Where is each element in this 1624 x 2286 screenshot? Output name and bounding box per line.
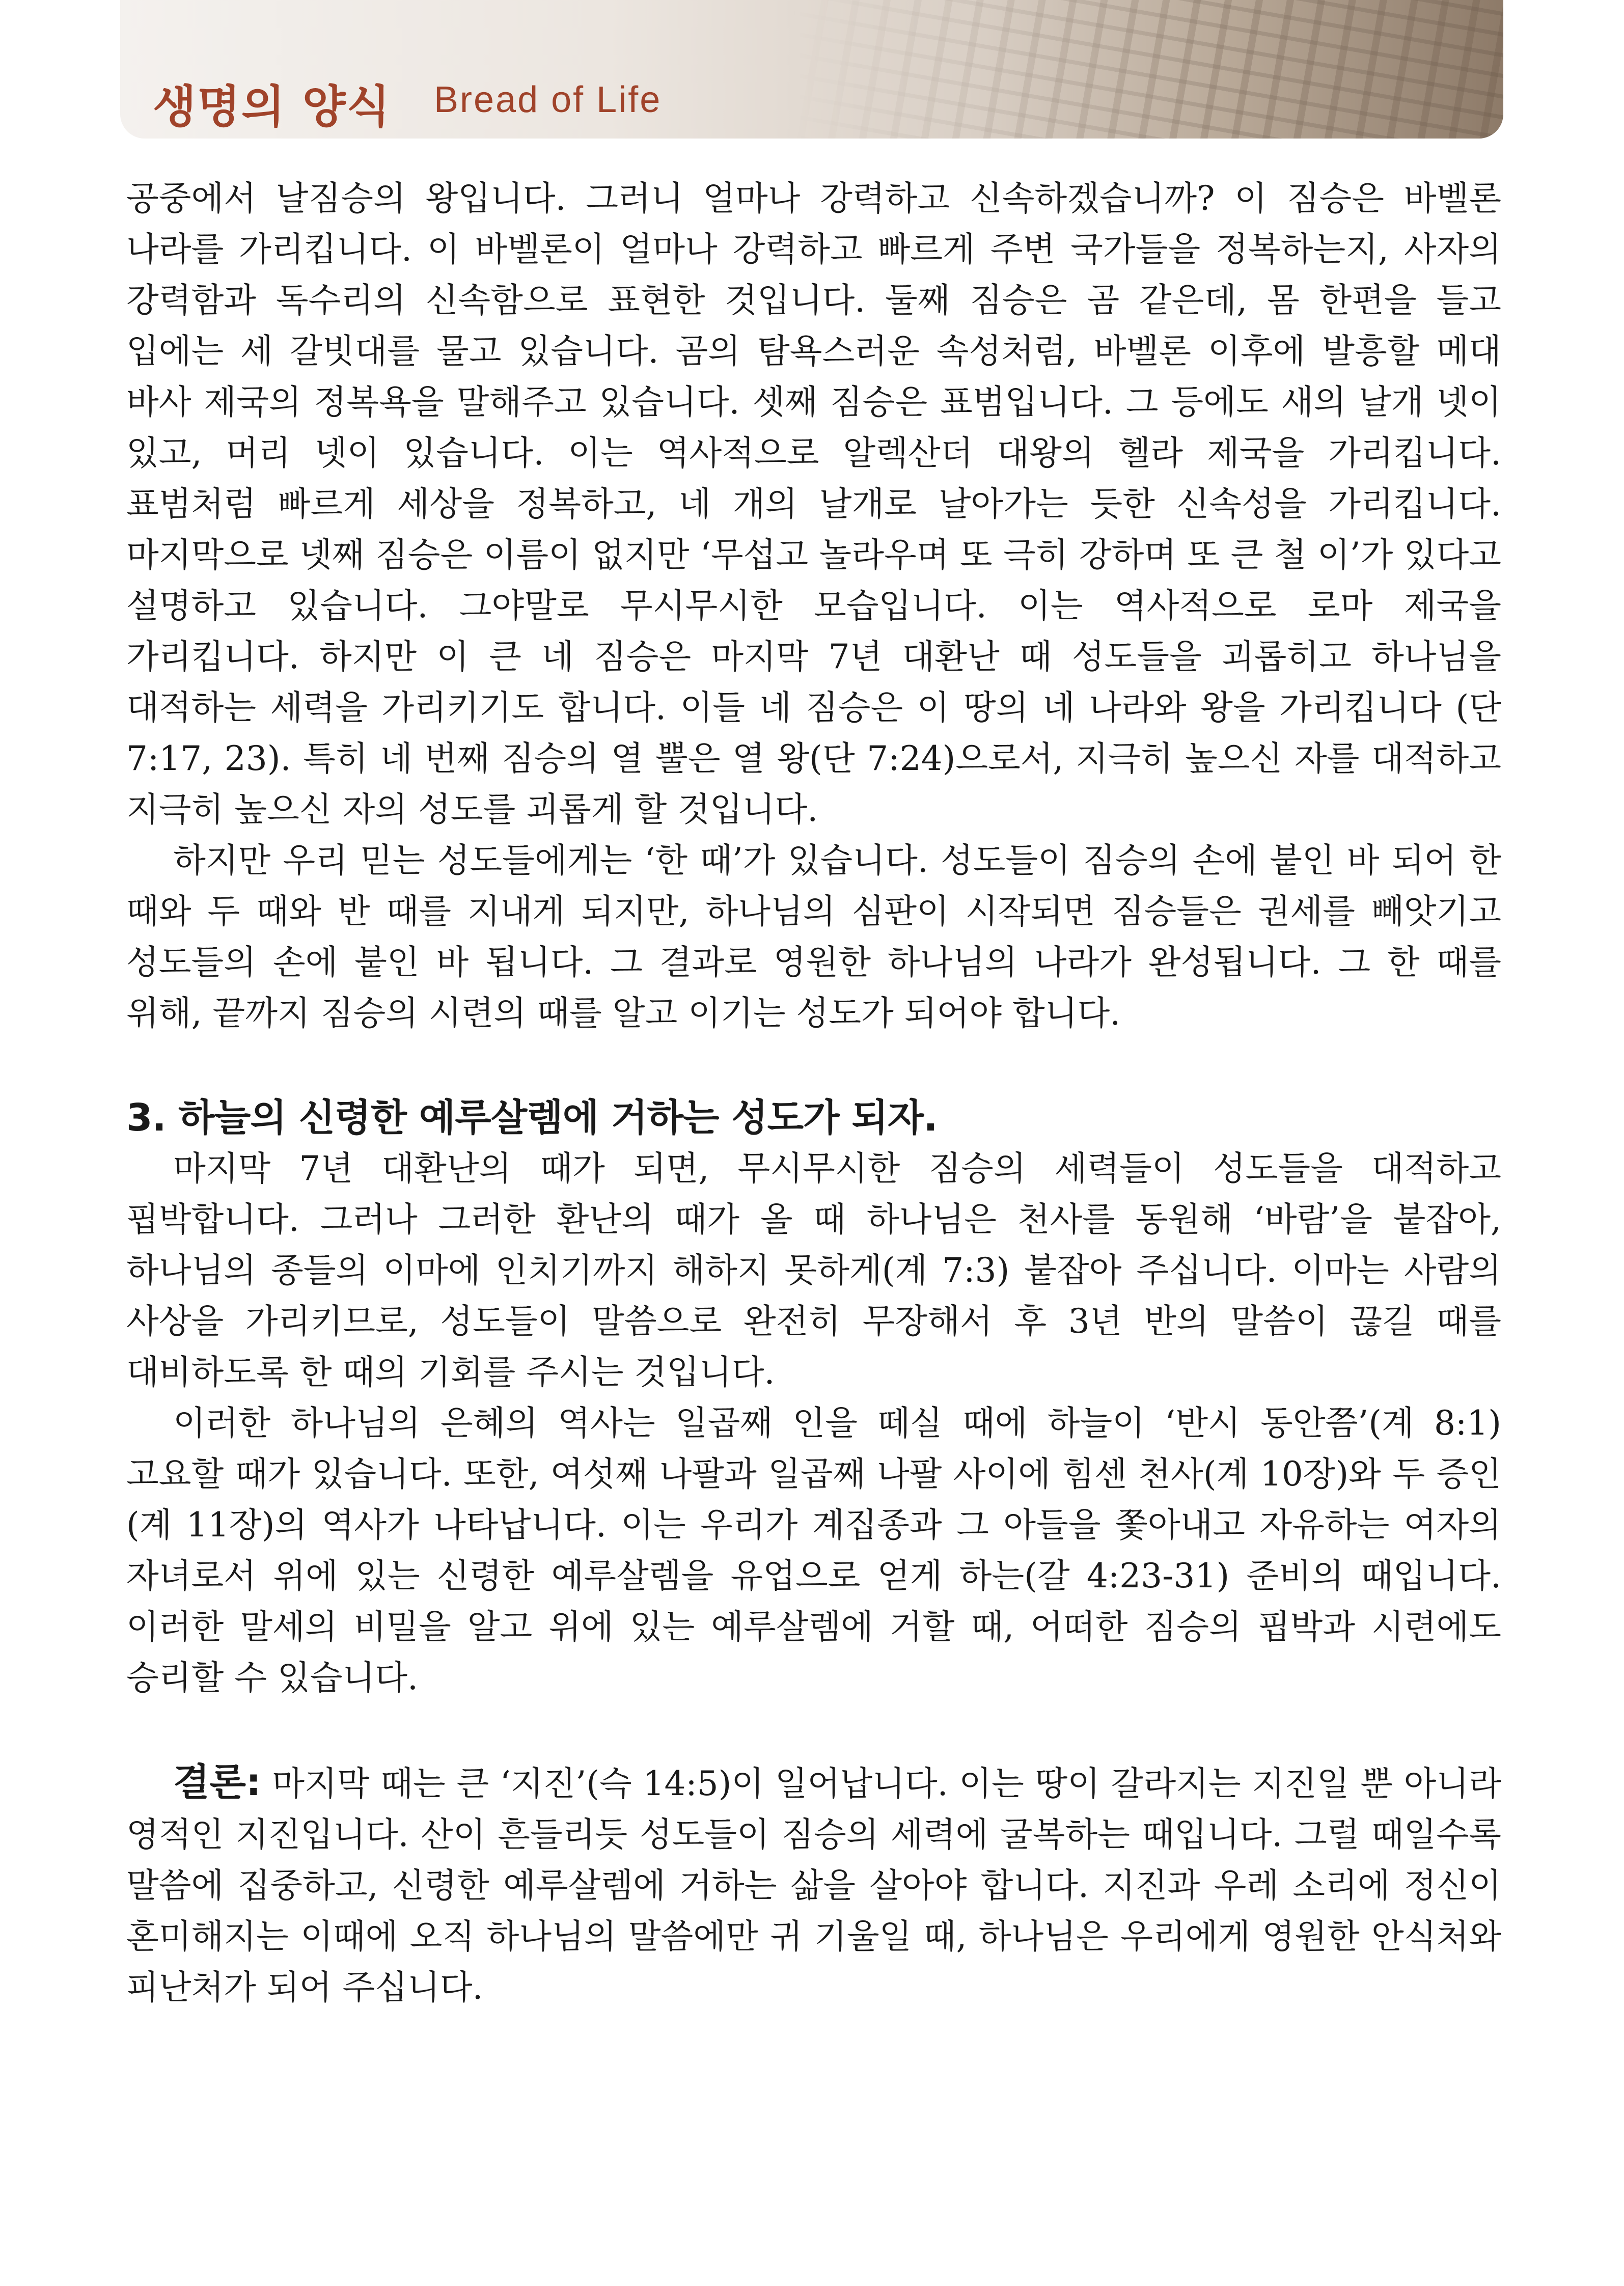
paragraph-conclusion [126, 1757, 1501, 2013]
conclusion-spacer [126, 1703, 1501, 1757]
paragraph-tribulation: 마지막 7년 대환난의 때가 되면, 무시무시한 짐승의 세력들이 성도들을 대적하고 핍박합니다. 그러나 그러한 환난의 때가 올 때 하나님은 천사를 동원해 ‘바람’을 붙잡아, 하나님의 종들의 이마에 인치기까지 해하지 못하게(계 7:3) 붙잡아 주십니다. 이마는 사람의 사상을 가리키므로, 성도들이 말씀으로 완전히 무장해서 후 3년 반의 말씀이 끊길 때를 대비하도록 한 때의 기회를 주시는 것입니다. [126, 1149, 1501, 1392]
conclusion-text: 마지막 때는 큰 ‘지진’(슥 14:5)이 일어납니다. 이는 땅이 갈라지는 지진일 뿐 아니라 영적인 지진입니다. 산이 흔들리듯 성도들이 짐승의 세력에 굴복하는 때입니다. 그럴 때일수록 말씀에 집중하고, 신령한 예루살렘에 거하는 삶을 살아야 합니다. 지진과 우레 소리에 정신이 혼미해지는 이때에 오직 하나님의 말씀에만 귀 기울일 때, 하나님은 우리에게 영원한 안식처와 피난처가 되어 주십니다. [126, 1764, 1501, 2007]
section-3-heading: 3. 하늘의 신령한 예루살렘에 거하는 성도가 되자. [126, 1096, 938, 1140]
paragraph-beasts: 공중에서 날짐승의 왕입니다. 그러니 얼마나 강력하고 신속하겠습니까? 이 짐승은 바벨론 나라를 가리킵니다. 이 바벨론이 얼마나 강력하고 빠르게 주변 국가들을 정복하는지, 사자의 강력함과 독수리의 신속함으로 표현한 것입니다. 둘째 짐승은 곰 같은데, 몸 한편을 들고 입에는 세 갈빗대를 물고 있습니다. 곰의 탐욕스러운 속성처럼, 바벨론 이후에 발흥할 메대 바사 제국의 정복욕을 말해주고 있습니다. 셋째 짐승은 표범입니다. 그 등에도 새의 날개 넷이 있고, 머리 넷이 있습니다. 이는 역사적으로 알렉산더 대왕의 헬라 제국을 가리킵니다. 표범처럼 빠르게 세상을 정복하고, 네 개의 날개로 날아가는 듯한 신속성을 가리킵니다. 마지막으로 넷째 짐승은 이름이 없지만 ‘무섭고 놀라우며 또 극히 강하며 또 큰 철 이’가 있다고 설명하고 있습니다. 그야말로 무시무시한 모습입니다. 이는 역사적으로 로마 제국을 가리킵니다. 하지만 이 큰 네 짐승은 마지막 7년 대환난 때 성도들을 괴롭히고 하나님을 대적하는 세력을 가리키기도 합니다. 이들 네 짐승은 이 땅의 네 나라와 왕을 가리킵니다 (단 7:17, 23). 특히 네 번째 짐승의 열 뿔은 열 왕(단 7:24)으로서, 지극히 높으신 자를 대적하고 지극히 높으신 자의 성도를 괴롭게 할 것입니다. [126, 179, 1501, 829]
paragraph-grace: 이러한 하나님의 은혜의 역사는 일곱째 인을 떼실 때에 하늘이 ‘반시 동안쯤’(계 8:1) 고요할 때가 있습니다. 또한, 여섯째 나팔과 일곱째 나팔 사이에 힘센 천사(계 10장)와 두 증인(계 11장)의 역사가 나타납니다. 이는 우리가 계집종과 그 아들을 쫓아내고 자유하는 여자의 자녀로서 위에 있는 신령한 예루살렘을 유업으로 얻게 하는(갈 4:23-31) 준비의 때입니다. 이러한 말세의 비밀을 알고 위에 있는 예루살렘에 거할 때, 어떠한 짐승의 핍박과 시련에도 승리할 수 있습니다. [126, 1403, 1501, 1697]
header-background-image [790, 0, 1503, 139]
conclusion-label: 결론: [173, 1760, 261, 1804]
article-body [126, 173, 1501, 2013]
header-subtitle: Bread of Life [434, 79, 662, 120]
paragraph-one-time: 하지만 우리 믿는 성도들에게는 ‘한 때’가 있습니다. 성도들이 짐승의 손에 붙인 바 되어 한 때와 두 때와 반 때를 지내게 되지만, 하나님의 심판이 시작되면 짐승들은 권세를 빼앗기고 성도들의 손에 붙인 바 됩니다. 그 결과로 영원한 하나님의 나라가 완성됩니다. 그 한 때를 위해, 끝까지 짐승의 시련의 때를 알고 이기는 성도가 되어야 합니다. [126, 841, 1501, 1033]
section-spacer [126, 1039, 1501, 1092]
header-title: 생명의 양식 [153, 80, 391, 133]
